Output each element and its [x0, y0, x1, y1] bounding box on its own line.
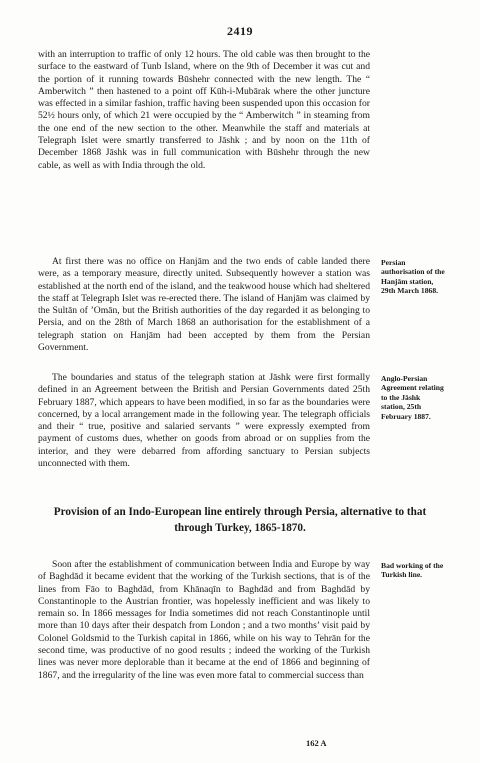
paragraph-text: At first there was no office on Hanjām and the two ends of cable landed there were, as a temporary measure, directly united. Subsequently however a station was established at the north end of the island, and the teakwood house which had sheltered the staff at Telegraph Islet was re-erected there. The island of Hanjām was claimed by the Sultān of ’Omān, but the British authorities of the day regarded it as belonging to Persia, and on the 28th of March 1868 an authorisation for the establishment of a telegraph station on Hanjām had been accepted by them from the Persian Government.: [38, 256, 370, 354]
paragraph-jashk-boundaries: [38, 372, 370, 470]
section-heading: Provision of an Indo-European line entirely through Persia, alternative to that through Turkey, 1865-1870.: [53, 506, 427, 534]
margin-note-bad-working: Bad working of the Turkish line.: [381, 561, 444, 580]
paragraph-turkish-working: [38, 559, 370, 682]
paragraph-hanjam-station: [38, 256, 370, 354]
page-number: 2419: [227, 24, 253, 38]
margin-note-anglo-persian-agreement: Anglo-Persian Agreement relating to the Jāshk station, 25th February 1887.: [381, 374, 444, 421]
paragraph-text: Soon after the establishment of communication between India and Europe by way of Baghdād it became evident that the working of the Turkish sections, that is of the lines from Fāo to Baghdād, from Khānaqīn to Baghdād and from Baghdād by Constantinople to the Austrian frontier, was hopelessly inefficient and was likely to remain so. In 1866 messages for India sometimes did not reach Constantinople until more than 10 days after their despatch from London ; and a two months’ visit paid by Colonel Goldsmid to the Turkish capital in 1866, while on his way to Tehrān for the second time, was productive of no good results ; indeed the working of the Turkish lines was never more deplorable than it became at the end of 1866 and beginning of 1867, and the irregularity of the line was even more fatal to commercial success than: [38, 559, 370, 681]
paragraph-cable-transfer: [38, 49, 370, 172]
paragraph-text: The boundaries and status of the telegraph station at Jāshk were first formally defined in an Agreement between the British and Persian Governments dated 25th February 1887, which appears to have been modified, in so far as the boundaries were concerned, by a local arrangement made in the following year. The telegraph officials and their “ true, positive and salaried servants ” were expressly exempted from payment of customs dues, whether on goods from abroad or on supplies from the interior, and they were debarred from affording sanctuary to Persian subjects unconnected with them.: [38, 372, 370, 470]
paragraph-text: with an interruption to traffic of only 12 hours. The old cable was then brought to the surface to the eastward of Tunb Island, where on the 9th of December it was cut and the portion of it running towards Būshehr connected with the new length. The “ Amberwitch ” then hastened to a point off Kūh-i-Mubārak where the other juncture was effected in a similar fashion, traffic having been suspended upon this occasion for 52½ hours only, of which 21 were occupied by the “ Amberwitch ” in steaming from the one end of the new section to the other. Meanwhile the staff and materials at Telegraph Islet were smartly transferred to Jāshk ; and by noon on the 11th of December 1868 Jāshk was in full communication with Būshehr through the new cable, as well as with India through the old.: [38, 49, 370, 171]
margin-note-hanjam-authorisation: Persian authorisation of the Hanjām station, 29th March 1868.: [381, 258, 445, 296]
signature-mark: 162 A: [306, 738, 327, 748]
